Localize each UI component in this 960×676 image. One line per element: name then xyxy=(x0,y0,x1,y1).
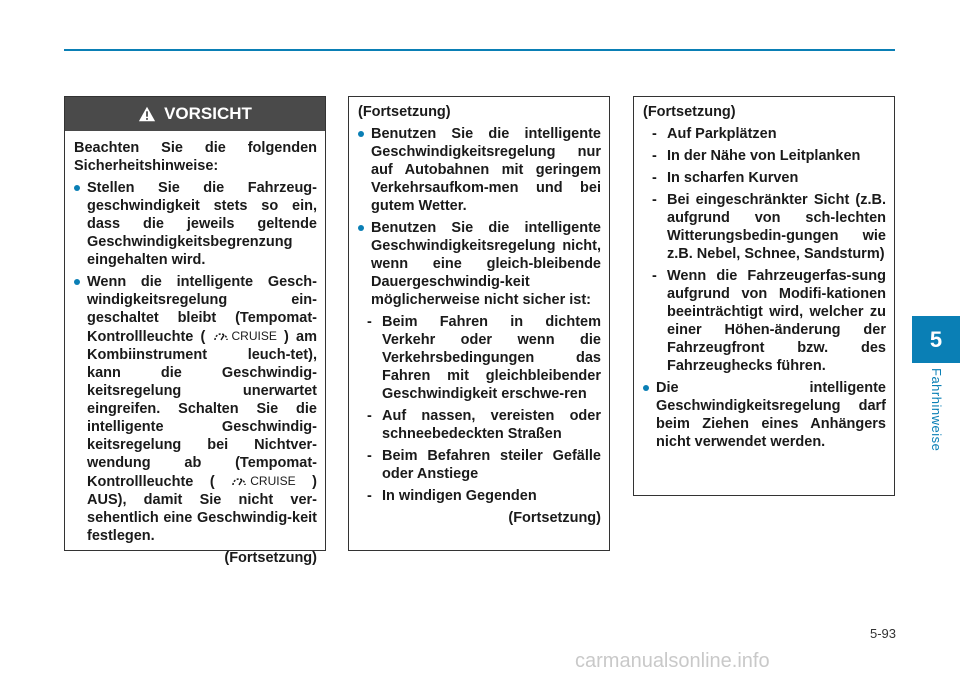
bullet-text-part3: ) AUS), damit Sie nicht ver-sehentlich eine Geschwindig-keit festlegen. xyxy=(87,474,317,544)
dash-mark: - xyxy=(652,126,657,142)
dash-text: Auf Parkplätzen xyxy=(667,126,777,142)
chapter-name: Fahrhinweise xyxy=(929,368,944,452)
caution-title: VORSICHT xyxy=(164,104,252,123)
caution-header xyxy=(65,97,325,131)
dash-item-windy xyxy=(358,487,601,505)
bullet-dot xyxy=(358,131,364,137)
bullet-text: Benutzen Sie die intelligente Geschwindigkeitsregelung nicht, wenn eine gleich-bleibende Dauergeschwindig-keit möglicherweise nicht sicher ist: xyxy=(371,220,601,308)
bullet-dot xyxy=(74,279,80,285)
dash-mark: - xyxy=(367,408,372,424)
dash-mark: - xyxy=(652,148,657,164)
continued-heading: (Fortsetzung) xyxy=(643,104,736,120)
cruise-label: CRUISE xyxy=(250,474,296,488)
dash-mark: - xyxy=(367,488,372,504)
bullet-text-part2: ) am Kombiinstrument leuch-tet), kann die Geschwindig-keitsregelung unerwartet eingreifen. Schalten Sie die intelligente Geschwindig-keitsregelung bei Nichtver-wendung ab (Tempomat-Kontrollleuchte ( xyxy=(87,329,317,490)
bullet-not-safe xyxy=(358,219,601,309)
cruise-indicator-icon xyxy=(231,472,295,490)
bullet-dot xyxy=(74,185,80,191)
dash-item-parking xyxy=(643,125,886,143)
bullet-text: Die intelligente Geschwindigkeitsregelung darf beim Ziehen eines Anhängers nicht verwendet werden. xyxy=(656,380,886,450)
continued-box-right xyxy=(633,96,895,496)
dash-mark: - xyxy=(367,314,372,330)
chapter-number: 5 xyxy=(929,326,943,352)
dash-mark: - xyxy=(652,268,657,284)
bullet-trailer xyxy=(643,379,886,451)
caution-intro: Beachten Sie die folgenden Sicherheitshinweise: xyxy=(74,140,317,174)
dash-text: Bei eingeschränkter Sicht (z.B. aufgrund von sch-lechten Witterungsbedin-gungen wie z.B. Nebel, Schnee, Sandsturm) xyxy=(667,192,886,262)
caution-bullet-speed-limit xyxy=(74,179,317,269)
continued-heading: (Fortsetzung) xyxy=(358,104,451,120)
dash-item-limited-visibility xyxy=(643,191,886,263)
page-number: 5-93 xyxy=(869,626,896,641)
dash-item-wet-roads xyxy=(358,407,601,443)
cruise-indicator-icon xyxy=(213,327,277,345)
bullet-dot xyxy=(358,225,364,231)
dash-text: In der Nähe von Leitplanken xyxy=(667,148,861,164)
dash-mark: - xyxy=(367,448,372,464)
dash-item-sharp-curves xyxy=(643,169,886,187)
dash-mark: - xyxy=(652,192,657,208)
bullet-text-part1: Wenn die intelligente Gesch-windigkeitsregelung ein-geschaltet bleibt (Tempomat-Kontrollleuchte ( xyxy=(87,274,317,345)
dash-mark: - xyxy=(652,170,657,186)
dash-text: In scharfen Kurven xyxy=(667,170,799,186)
dash-text: Beim Befahren steiler Gefälle oder Anstiege xyxy=(382,448,601,482)
continued-box-middle xyxy=(348,96,610,551)
warning-triangle-icon xyxy=(138,105,156,123)
bullet-dot xyxy=(643,385,649,391)
bullet-text: Benutzen Sie die intelligente Geschwindigkeitsregelung nur auf Autobahnen mit geringem Verkehrsaufkom-men und bei gutem Wetter. xyxy=(371,126,601,214)
dash-text: Auf nassen, vereisten oder schneebedeckten Straßen xyxy=(382,408,601,442)
watermark: carmanualsonline.info xyxy=(575,650,770,672)
bullet-text: Stellen Sie die Fahrzeug-geschwindigkeit stets so ein, dass die jeweils geltende Geschwindigkeitsbegrenzung eingehalten wird. xyxy=(87,180,317,268)
bullet-motorway xyxy=(358,125,601,215)
dash-text: In windigen Gegenden xyxy=(382,488,537,504)
dash-text: Beim Fahren in dichtem Verkehr oder wenn die Verkehrsbedingungen das Fahren mit gleichbleibender Geschwindigkeit erschwe-ren xyxy=(382,314,601,402)
dash-text: Wenn die Fahrzeugerfas-sung aufgrund von Modifi-kationen beeinträchtigt wird, welcher zu einer Höhen-änderung der Fahrzeugfront bzw. des Fahrzeughecks führen. xyxy=(667,268,886,374)
caution-bullet-switch-off xyxy=(74,273,317,545)
cruise-label: CRUISE xyxy=(231,329,277,343)
continued-note: (Fortsetzung) xyxy=(508,510,601,526)
caution-box xyxy=(64,96,326,566)
dash-item-steep-slopes xyxy=(358,447,601,483)
dash-item-vehicle-detection xyxy=(643,267,886,375)
chapter-tab xyxy=(912,316,960,363)
top-rule xyxy=(64,49,895,51)
dash-item-heavy-traffic xyxy=(358,313,601,403)
dash-item-guardrails xyxy=(643,147,886,165)
continued-note: (Fortsetzung) xyxy=(224,550,317,566)
